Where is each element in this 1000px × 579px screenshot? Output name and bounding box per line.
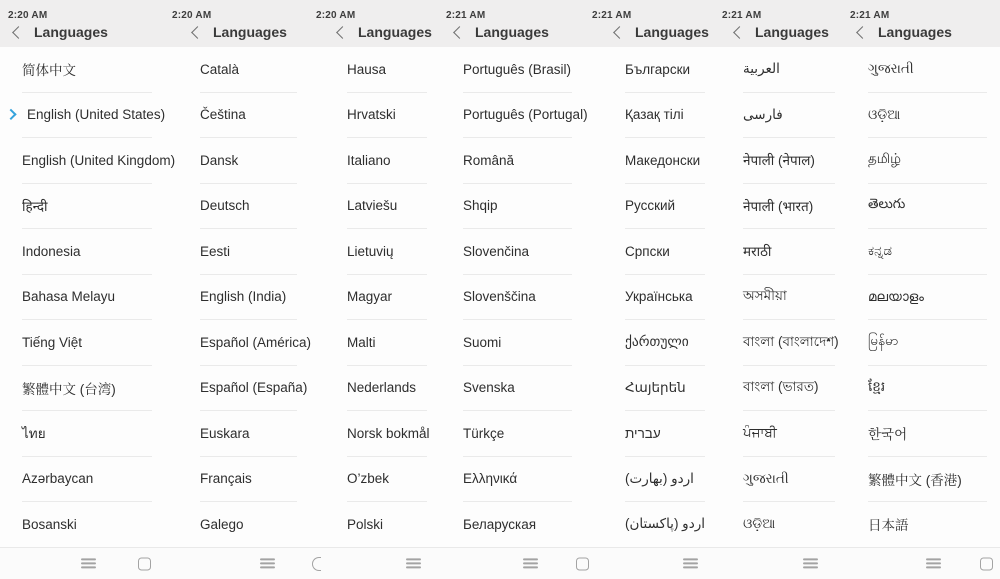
page-title: Languages [358,24,432,40]
language-label: Bosanski [22,516,77,532]
back-icon[interactable] [336,26,349,39]
language-label: العربية [743,61,780,77]
language-label: Hausa [347,61,387,77]
language-item[interactable] [463,457,572,503]
language-label: Polski [347,516,384,532]
language-label: ქართული [625,334,689,350]
page-title: Languages [635,24,709,40]
language-item[interactable] [347,502,427,548]
language-item[interactable] [868,502,987,548]
language-item[interactable] [200,320,312,366]
language-item[interactable] [463,47,572,93]
language-item[interactable] [743,457,835,503]
language-item[interactable] [743,47,835,93]
language-label: Indonesia [22,243,81,259]
language-label: বাংলা (বাংলাদেশ) [743,333,839,349]
status-time: 2:21 AM [850,10,890,21]
language-item[interactable] [200,457,297,503]
language-label: Eesti [200,243,231,259]
language-label: Қазақ тілі [625,107,684,123]
language-item[interactable] [743,411,835,457]
language-label: Français [200,471,252,487]
language-label: Galego [200,516,244,532]
language-item[interactable] [868,320,987,366]
back-nav-icon[interactable] [312,557,321,571]
status-time: 2:20 AM [8,10,48,21]
language-item[interactable] [22,47,152,93]
language-label: ខ្មែរ [868,378,886,394]
language-list [440,47,588,548]
language-item[interactable] [868,229,987,275]
language-label: മലയാളം [868,288,924,304]
language-label: English (United Kingdom) [22,152,176,168]
language-item[interactable] [22,184,152,230]
language-item[interactable] [868,411,987,457]
language-item[interactable] [347,229,427,275]
status-time: 2:21 AM [446,10,486,21]
home-icon[interactable] [138,557,151,570]
language-label: Hrvatski [347,107,396,123]
language-label: Tiếng Việt [22,334,83,350]
language-item[interactable] [868,366,987,412]
page-title: Languages [878,24,952,40]
phone-panel-2 [165,0,310,579]
language-item[interactable] [625,275,705,321]
language-label: Čeština [200,107,246,123]
language-label: Български [625,61,691,77]
language-label: Nederlands [347,380,417,396]
language-label: Հայերեն [625,379,686,395]
home-icon[interactable] [576,557,589,570]
top-bar [848,0,1000,47]
language-item[interactable] [625,502,705,548]
back-icon[interactable] [613,26,626,39]
language-item[interactable] [743,320,839,366]
top-bar [585,0,718,47]
language-item[interactable] [625,184,705,230]
language-label: 简体中文 [22,63,76,79]
language-label: Ελληνικά [463,471,518,487]
language-label: ไทย [22,426,46,442]
language-item[interactable] [625,320,705,366]
language-label: Slovenščina [463,289,536,305]
language-label: ଓଡ଼ିଆ [743,516,776,532]
language-label: Türkçe [463,425,505,441]
language-item[interactable] [22,320,152,366]
language-label: Português (Brasil) [463,61,572,77]
language-label: தமிழ் [868,151,901,167]
page-title: Languages [755,24,829,40]
language-label: اردو (بھارت) [625,470,694,486]
language-item[interactable] [625,366,705,412]
language-label: Русский [625,198,676,214]
language-label: Українська [625,289,693,305]
status-bar [848,0,1000,19]
language-item[interactable] [743,93,835,139]
language-item[interactable] [347,366,427,412]
language-label: বাংলা (ভারত) [743,379,819,395]
language-item[interactable] [347,47,427,93]
language-label: नेपाली (नेपाल) [743,153,815,169]
back-icon[interactable] [453,26,466,39]
language-item[interactable] [22,138,176,184]
language-label: 한국어 [868,427,908,443]
status-bar [585,0,718,19]
language-label: 繁體中文 (香港) [868,472,962,488]
language-item[interactable] [625,138,705,184]
language-label: Magyar [347,289,393,305]
language-item[interactable] [625,457,705,503]
language-label: ગુજરાતી [868,61,914,77]
language-item[interactable] [22,229,152,275]
language-label: Português (Portugal) [463,107,588,123]
language-item[interactable] [463,275,572,321]
language-item[interactable] [743,502,835,548]
language-list [310,47,440,548]
language-label: Română [463,152,515,168]
language-list [165,47,310,548]
language-label: Slovenčina [463,243,530,259]
language-label: O’zbek [347,471,390,487]
menu-icon[interactable] [523,556,538,571]
language-label: မြန်မာ [868,333,899,349]
language-label: Español (América) [200,334,312,350]
back-icon[interactable] [856,26,869,39]
language-label: Malti [347,334,376,350]
language-item[interactable] [200,502,297,548]
language-item[interactable] [347,93,427,139]
language-label: Lietuvių [347,243,394,259]
language-item[interactable] [347,411,430,457]
language-label: اردو (پاکستان) [625,516,705,532]
language-item-selected[interactable] [22,93,166,139]
home-icon[interactable] [980,557,993,570]
language-label: 繁體中文 (台湾) [22,381,116,397]
language-item[interactable] [743,229,835,275]
language-label: ಕನ್ನಡ [868,243,893,259]
android-nav-bar [0,547,1000,579]
status-time: 2:21 AM [592,10,632,21]
page-title: Languages [475,24,549,40]
language-item[interactable] [463,320,572,366]
language-label: 日本語 [868,518,909,534]
language-label: English (United States) [27,107,166,123]
language-item[interactable] [22,275,152,321]
language-item[interactable] [200,275,297,321]
menu-icon[interactable] [926,556,941,571]
language-label: Suomi [463,334,502,350]
phone-panel-1 [0,0,176,579]
language-list [848,47,1000,548]
status-time: 2:20 AM [172,10,212,21]
language-item[interactable] [347,275,427,321]
language-label: Беларуская [463,516,537,532]
top-bar [718,0,848,47]
language-label: ଓଡ଼ିଆ [868,106,901,122]
language-item[interactable] [868,138,987,184]
language-item[interactable] [463,366,572,412]
language-item[interactable] [868,93,987,139]
language-item[interactable] [200,184,297,230]
language-list [0,47,176,548]
language-item[interactable] [22,411,152,457]
language-item[interactable] [22,366,152,412]
status-bar [0,0,165,19]
language-item[interactable] [200,47,297,93]
language-label: Shqip [463,198,498,214]
phone-panel-3 [310,0,440,579]
top-bar [0,0,165,47]
language-label: עברית [625,425,661,441]
language-item[interactable] [347,138,427,184]
language-label: Bahasa Melayu [22,289,116,305]
language-item[interactable] [463,184,572,230]
language-label: Català [200,61,240,77]
phone-panel-5 [585,0,718,579]
language-label: Македонски [625,152,701,168]
menu-icon[interactable] [260,556,275,571]
language-item[interactable] [463,229,572,275]
language-label: हिन्दी [22,198,48,214]
language-item[interactable] [22,457,152,503]
language-item[interactable] [743,275,835,321]
language-item[interactable] [200,138,297,184]
language-label: অসমীয়া [743,288,787,304]
menu-icon[interactable] [406,556,421,571]
menu-icon[interactable] [683,556,698,571]
language-item[interactable] [347,457,427,503]
language-list [718,47,848,548]
phone-panel-6 [718,0,848,579]
back-icon[interactable] [191,26,204,39]
language-label: Norsk bokmål [347,425,430,441]
status-bar [310,0,440,19]
menu-icon[interactable] [81,556,96,571]
language-item[interactable] [625,47,705,93]
language-item[interactable] [868,184,987,230]
language-label: Español (España) [200,380,308,396]
language-label: ગુજરાતી [743,470,789,486]
language-label: فارسی [743,106,783,122]
language-label: नेपाली (भारत) [743,198,814,214]
language-label: मराठी [743,244,772,260]
language-item[interactable] [22,502,152,548]
language-item[interactable] [625,411,705,457]
language-item[interactable] [625,229,705,275]
language-item[interactable] [743,184,835,230]
language-item[interactable] [743,366,835,412]
status-time: 2:21 AM [722,10,762,21]
language-item[interactable] [200,411,297,457]
language-item[interactable] [200,366,308,412]
page-title: Languages [34,24,108,40]
top-bar [165,0,310,47]
language-label: తెలుగు [868,196,906,212]
language-item[interactable] [347,184,427,230]
language-item[interactable] [743,138,835,184]
language-item[interactable] [868,275,987,321]
language-label: English (India) [200,289,287,305]
status-bar [165,0,310,19]
language-item[interactable] [868,47,987,93]
status-time: 2:20 AM [316,10,356,21]
page-title: Languages [213,24,287,40]
language-item[interactable] [463,138,572,184]
selected-arrow-icon [5,108,16,119]
phone-panel-7 [848,0,1000,579]
language-item[interactable] [868,457,987,503]
language-list [585,47,718,548]
back-icon[interactable] [733,26,746,39]
top-bar [440,0,585,47]
status-bar [440,0,585,19]
language-label: Italiano [347,152,391,168]
language-item[interactable] [200,93,297,139]
status-bar [718,0,848,19]
language-item[interactable] [200,229,297,275]
back-icon[interactable] [12,26,25,39]
top-bar [310,0,440,47]
language-label: Svenska [463,380,515,396]
language-label: Српски [625,243,670,259]
language-item[interactable] [463,411,572,457]
language-label: Euskara [200,425,250,441]
language-item[interactable] [463,93,588,139]
language-label: Latviešu [347,198,398,214]
language-item[interactable] [625,93,705,139]
language-label: ਪੰਜਾਬੀ [743,425,777,441]
language-item[interactable] [463,502,572,548]
language-label: Deutsch [200,198,250,214]
language-label: Azərbaycan [22,471,94,487]
phone-panel-4 [440,0,588,579]
menu-icon[interactable] [803,556,818,571]
language-item[interactable] [347,320,427,366]
language-label: Dansk [200,152,239,168]
